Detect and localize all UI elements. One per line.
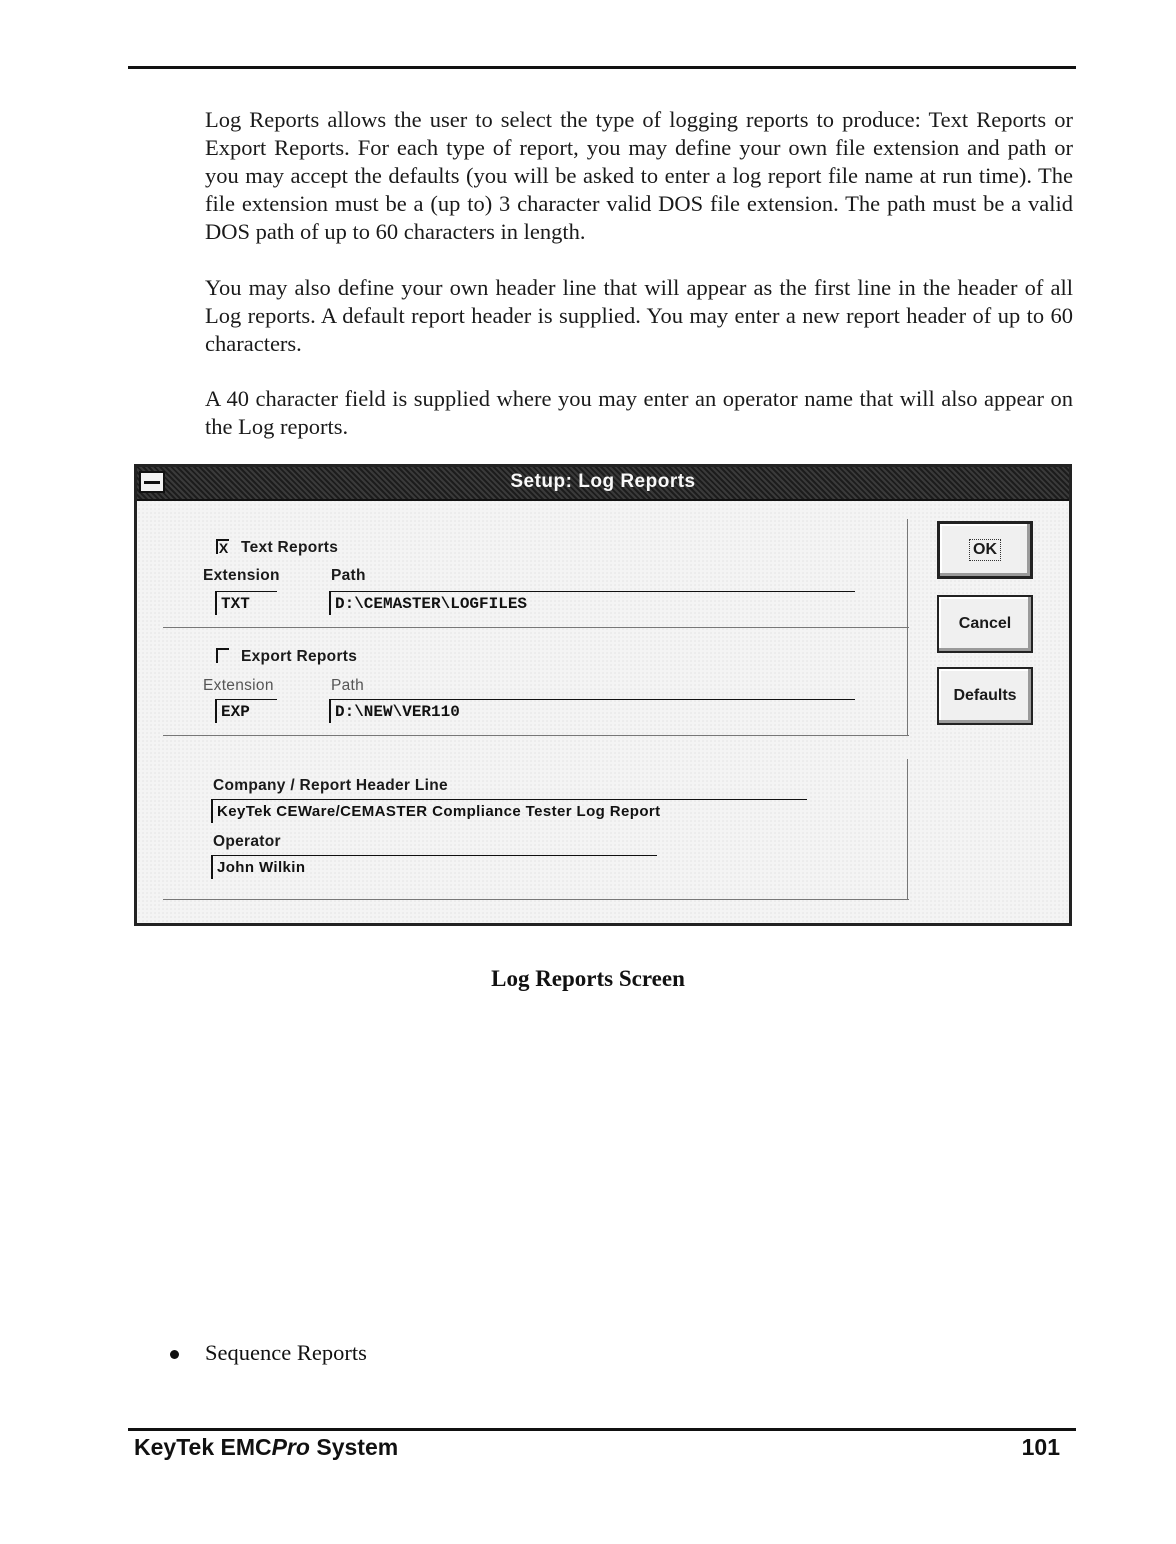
header-line-label: Company / Report Header Line [213, 777, 448, 794]
export-reports-checkbox[interactable] [216, 648, 229, 663]
log-reports-dialog [134, 464, 1072, 926]
text-reports-label: Text Reports [241, 539, 339, 556]
export-path-label: Path [331, 677, 365, 694]
figure-caption: Log Reports Screen [491, 966, 685, 991]
operator-label: Operator [213, 833, 281, 850]
separator-text-export [163, 627, 909, 628]
paragraph-operator: A 40 character field is supplied where you may enter an operator name that will also appear on the Log reports. [205, 386, 1073, 439]
dialog-title: Setup: Log Reports [510, 471, 696, 492]
text-extension-label: Extension [203, 567, 280, 584]
cancel-button[interactable] [937, 595, 1033, 653]
header-rule [128, 66, 1076, 69]
bullet-item-text: Sequence Reports [205, 1340, 367, 1365]
bullet-icon [170, 1350, 179, 1359]
text-path-label: Path [331, 567, 366, 584]
export-extension-label: Extension [203, 677, 274, 694]
paragraph-log-reports-intro: Log Reports allows the user to select the type of logging reports to produce: Text Reports or Export Reports. For each type of report, you may define your own file extension and path or you may accept the defaults (you will be asked to enter a log report file name at run time). The file extension must be a (up to) 3 character valid DOS file extension. The path must be a valid DOS path of up to 60 characters in length. [205, 107, 1073, 244]
footer-product-name: KeyTek EMCPro System [134, 1434, 399, 1460]
defaults-button[interactable] [937, 667, 1033, 725]
separator-export-header [163, 735, 909, 736]
text-extension-input[interactable]: TXT [215, 591, 277, 615]
export-extension-input[interactable]: EXP [215, 699, 277, 723]
ok-button-label: OK [969, 539, 1001, 561]
export-path-input[interactable]: D:\NEW\VER110 [329, 699, 855, 723]
header-line-input[interactable]: KeyTek CEWare/CEMASTER Compliance Tester Log Report [211, 799, 807, 823]
bottom-group-right-border [907, 759, 908, 899]
ok-button[interactable] [937, 521, 1033, 579]
text-reports-checkbox[interactable]: X [216, 539, 229, 554]
dialog-titlebar[interactable] [137, 467, 1069, 501]
text-path-input[interactable]: D:\CEMASTER\LOGFILES [329, 591, 855, 615]
defaults-button-label: Defaults [953, 687, 1017, 704]
cancel-button-label: Cancel [958, 615, 1012, 632]
paragraph-header-line: You may also define your own header line that will appear as the first line in the header of all Log reports. A default report header is supplied. You may enter a new report header of up to 60 characters. [205, 275, 1073, 356]
footer-rule [128, 1428, 1076, 1431]
bullet-list-item [170, 1340, 367, 1366]
bottom-group-bottom-border [163, 899, 909, 900]
page-number: 101 [1021, 1434, 1060, 1460]
operator-input[interactable]: John Wilkin [211, 855, 657, 879]
export-reports-label: Export Reports [241, 648, 358, 665]
group-right-border [907, 519, 908, 735]
